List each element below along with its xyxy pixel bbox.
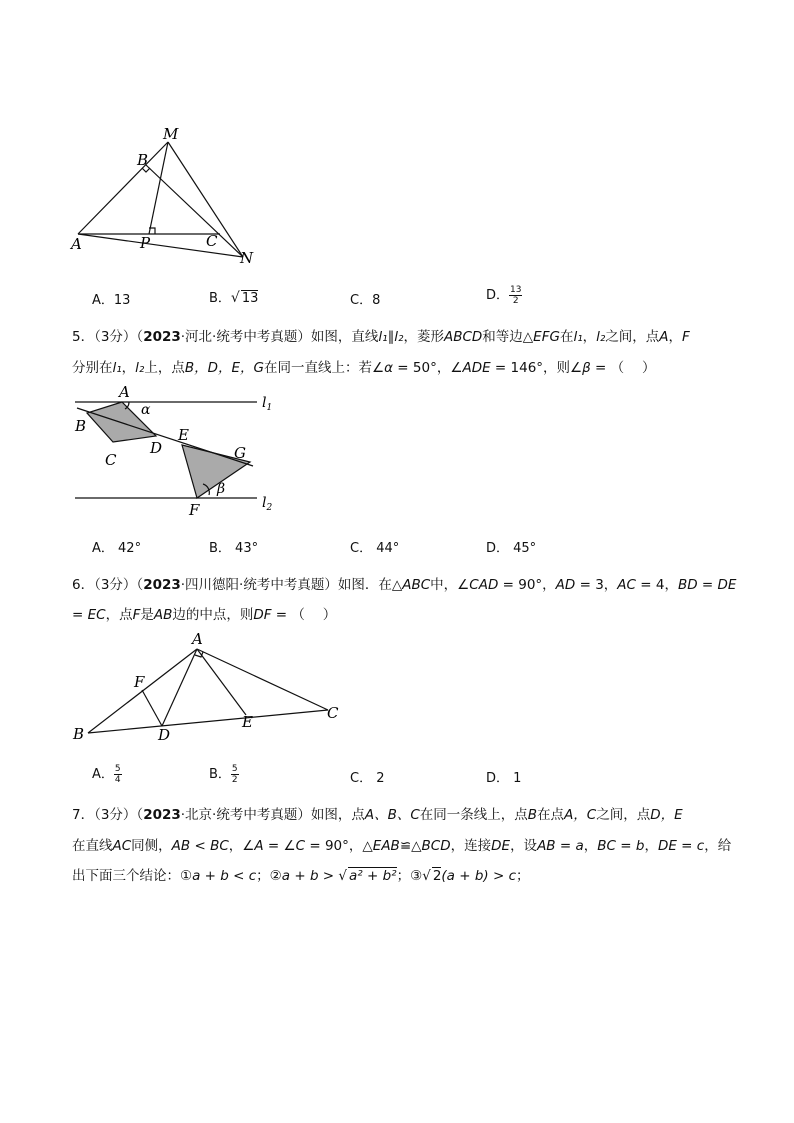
label-l2: $l_2$: [262, 495, 273, 513]
label-D: D: [158, 726, 171, 744]
q4-option-b[interactable]: B．√ 13: [209, 290, 259, 306]
q5-option-d[interactable]: D． 45°: [486, 541, 537, 556]
label-P: P: [140, 234, 151, 252]
option-label: B．: [209, 291, 231, 306]
option-fraction: $\frac{5}{4}$: [114, 764, 121, 785]
label-E: E: [178, 426, 189, 444]
q6-line-2: = EC，点F是AB边的中点，则DF = （ ）: [72, 607, 337, 623]
label-l1: $l_1$: [262, 395, 273, 413]
label-F: F: [134, 673, 145, 691]
label-alpha: α: [141, 402, 151, 418]
q7-line-1: 7．（3分）（2023·北京·统考中考真题）如图，点A、B、C在同一条线上，点B在点A，C之间，点D，E: [72, 807, 683, 823]
q5-line-2: 分别在l₁，l₂上，点B，D，E，G在同一直线上：若∠α = 50°，∠ADE = 146°，则∠β = （ ）: [72, 360, 656, 376]
q4-option-d[interactable]: [486, 284, 522, 306]
q5-option-b[interactable]: B． 43°: [209, 541, 259, 556]
label-A: A: [71, 235, 82, 253]
figure-rhombus-triangle: [65, 380, 295, 520]
q7-line-2: 在直线AC同侧，AB < BC，∠A = ∠C = 90°，△EAB≌△BCD，连接DE，设AB = a，BC = b，DE = c，给: [72, 838, 732, 854]
option-fraction: $\frac{13}{2}$: [510, 285, 522, 306]
q6-option-a[interactable]: A． $\frac{5}{4}$: [92, 764, 121, 785]
q6-option-c[interactable]: C． 2: [350, 771, 385, 786]
q4-option-c[interactable]: [350, 289, 380, 308]
label-A: A: [192, 630, 203, 648]
q7-line-3: 出下面三个结论：①a + b < c；②a + b > √ a² + b²；③√ 2(a + b) > c；: [72, 868, 530, 884]
figure-triangle-mpn: [60, 120, 280, 270]
figure-triangle-abc: [70, 630, 360, 745]
option-label: A．: [92, 293, 114, 308]
option-label: C．: [350, 293, 373, 308]
label-E: E: [242, 713, 253, 731]
label-F: F: [189, 501, 200, 519]
q6-option-d[interactable]: D． 1: [486, 771, 522, 786]
q5-option-a[interactable]: A． 42°: [92, 541, 142, 556]
label-D: D: [150, 439, 163, 457]
q5-option-c[interactable]: C． 44°: [350, 541, 400, 556]
q5-line-1: 5．（3分）（2023·河北·统考中考真题）如图，直线l₁∥l₂，菱形ABCD和等边△EFG在l₁，l₂之间，点A，F: [72, 329, 690, 345]
label-C: C: [105, 451, 117, 469]
label-A: A: [119, 383, 130, 401]
label-B: B: [137, 151, 149, 169]
option-fraction: $\frac{5}{2}$: [231, 764, 238, 785]
option-label: D．: [486, 288, 510, 303]
q6-line-1: 6．（3分）（2023·四川德阳·统考中考真题）如图．在△ABC中，∠CAD = 90°，AD = 3，AC = 4，BD = DE: [72, 577, 737, 593]
label-B: B: [75, 417, 87, 435]
label-C: C: [206, 232, 218, 250]
label-G: G: [234, 444, 246, 462]
label-N: N: [240, 249, 254, 267]
q6-option-b[interactable]: B． $\frac{5}{2}$: [209, 764, 238, 785]
label-beta: β: [217, 481, 226, 497]
q4-option-a[interactable]: [92, 289, 130, 308]
option-value: 8: [372, 293, 381, 308]
label-C: C: [327, 704, 339, 722]
option-value: 13: [113, 293, 131, 308]
label-M: M: [163, 125, 179, 143]
option-value: 13: [241, 291, 259, 306]
label-B: B: [73, 725, 85, 743]
